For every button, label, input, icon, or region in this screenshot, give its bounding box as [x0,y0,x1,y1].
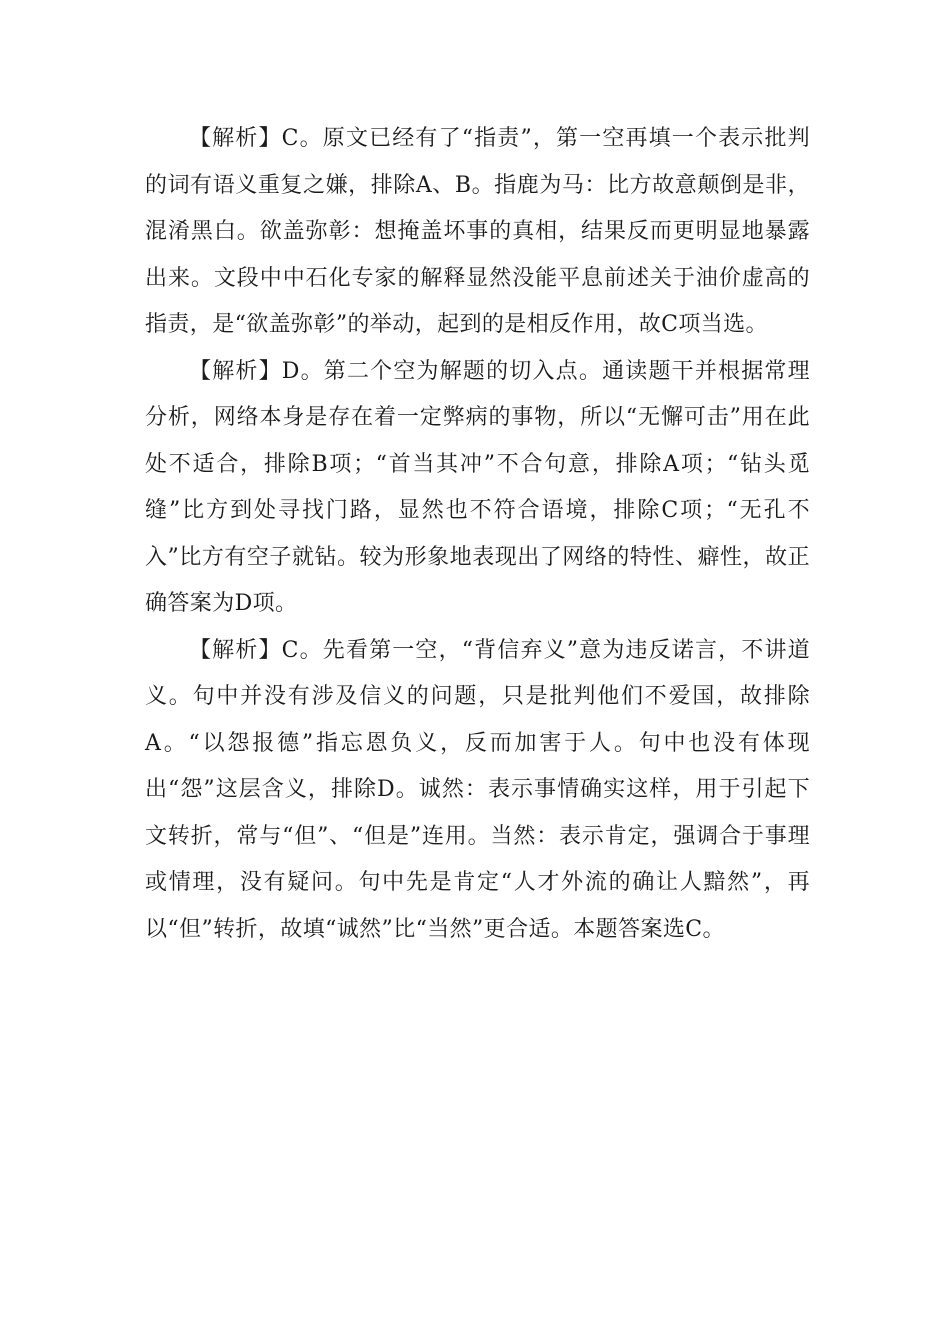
document-body [145,116,810,953]
analysis-paragraph-1: 【解析】C。原文已经有了“指责”，第一空再填一个表示批判的词有语义重复之嫌，排除A、B。指鹿为马：比方故意颠倒是非，混淆黑白。欲盖弥彰：想掩盖坏事的真相，结果反而更明显地暴露出来。文段中中石化专家的解释显然没能平息前述关于油价虚高的指责，是“欲盖弥彰”的举动，起到的是相反作用，故C项当选。 [145,126,810,337]
analysis-paragraph-3: 【解析】C。先看第一空，“背信弃义”意为违反诺言，不讲道义。句中并没有涉及信义的问题，只是批判他们不爱国，故排除A。“以怨报德”指忘恩负义，反而加害于人。句中也没有体现出“怨”这层含义，排除D。诚然：表示事情确实这样，用于引起下文转折，常与“但”、“但是”连用。当然：表示肯定，强调合于事理或情理，没有疑问。句中先是肯定“人才外流的确让人黯然”，再以“但”转折，故填“诚然”比“当然”更合适。本题答案选C。 [145,637,810,942]
analysis-paragraph-2: 【解析】D。第二个空为解题的切入点。通读题干并根据常理分析，网络本身是存在着一定弊病的事物，所以“无懈可击”用在此处不适合，排除B项；“首当其冲”不合句意，排除A项；“钻头觅缝”比方到处寻找门路，显然也不符合语境，排除C项；“无孔不入”比方有空子就钻。较为形象地表现出了网络的特性、癖性，故正确答案为D项。 [145,358,810,616]
